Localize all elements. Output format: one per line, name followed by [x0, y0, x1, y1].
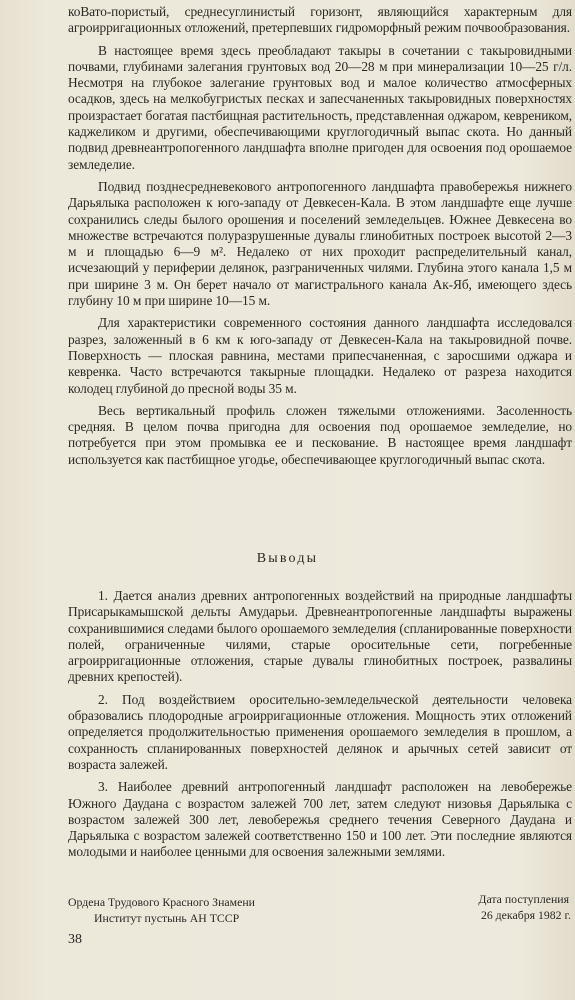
received-date-block [478, 891, 571, 923]
paragraph-2: В настоящее время здесь преобладают такыры в сочетании с такыровидными почвами, глубинами залегания грунтовых вод 20—28 м при минерализации 10—25 г/л. Несмотря на глубокое залегание грунтовых вод и малое количество атмосферных осадков, здесь на мелкобугристых песках и запесчаненных такыровидных поверхностях произрастает богатая пастбищная растительность, представленная оджаром, кевреником, каджеликом и другими, обеспечивающими круглогодичный выпас скота. Но данный подвид древнеантропогенного ландшафта вполне пригоден для освоения под орошаемое земледелие. [68, 42, 572, 172]
conclusion-item-3: 3. Наиболее древний антропогенный ландшафт расположен на левобережье Южного Даудана с возрастом залежей 700 лет, затем следуют низовья Дарьялыка с возрастом залежей 300 лет, левобережья среднего течения Северного Даудана и Дарьялыка с возрастом залежей соответственно 150 и 100 лет. Эти последние являются молодыми и наиболее ценными для освоения залежными землями. [68, 779, 572, 860]
institution-block [68, 894, 255, 926]
institution-line-1: Ордена Трудового Красного Знамени [68, 895, 255, 909]
paragraph-4: Для характеристики современного состояния данного ландшафта исследовался разрез, заложенный в 6 км к юго-западу от Девкесен-Кала на такыровидной почве. Поверхность — плоская равнина, местами припесчаненная, с заросшими оджара и кевренка. Часто встречаются такырные площадки. Недалеко от разреза находится колодец глубиной до пресной воды 35 м. [68, 315, 572, 396]
paragraph-3: Подвид позднесредневекового антропогенного ландшафта правобережья нижнего Дарьялыка расположен к юго-западу от Девкесен-Кала. В этом ландшафте еще лучше сохранились следы былого орошения и поселений земледельцев. Южнее Девкесена во множестве встречаются полуразрушенные дувалы глинобитных построек высотой 2—3 м и площадью 6—9 м². Недалеко от них проходит распределительный канал, исчезающий у периферии делянок, разграниченных чилями. Глубина этого канала 1,5 м при ширине 3 м. Он берет начало от магистрального канала Ак-Яб, имеющего здесь глубину 10 м при ширине 10—15 м. [68, 178, 572, 309]
conclusion-item-1: 1. Дается анализ древних антропогенных воздействий на природные ландшафты Присарыкамышской дельты Амударьи. Древнеантропогенные ландшафты выражены сохранившимися следами былого орошаемого земледелия (спланированные поверхности полей, ограниченные чилями, старые оросительные сети, погребенные агроирригационные отложения, старые дувалы глинобитных построек, развалины древних крепостей). [68, 588, 572, 685]
received-label: Дата поступления [478, 892, 569, 906]
paragraph-5: Весь вертикальный профиль сложен тяжелыми отложениями. Засоленность средняя. В целом почва пригодна для освоения под орошаемое земледелие, но потребуется при этом промывка ее и пескование. В настоящее время ландшафт используется как пастбищное угодье, обеспечивающее круглогодичный выпас скота. [68, 402, 572, 467]
page-number: 38 [68, 932, 82, 947]
received-date: 26 декабря 1982 г. [480, 908, 571, 922]
body-text [68, 4, 572, 474]
paragraph-1: коВато-пористый, среднесуглинистый горизонт, являющийся характерным для агроирригационных отложений, претерпевших гидроморфный режим почвообразования. [68, 4, 572, 36]
conclusions-heading: Выводы [256, 551, 319, 566]
conclusion-item-2: 2. Под воздействием оросительно-земледельческой деятельности человека образовались плодородные агроирригационные отложения. Мощность этих отложений определяется продолжительностью применения орошаемого земледелия в прошлом, а сохранность спланированных поверхностей делянок и арычных сетей зависит от возраста залежей. [68, 691, 572, 772]
conclusions-list [68, 588, 572, 867]
institution-line-2: Институт пустынь АН ТССР [94, 911, 240, 925]
